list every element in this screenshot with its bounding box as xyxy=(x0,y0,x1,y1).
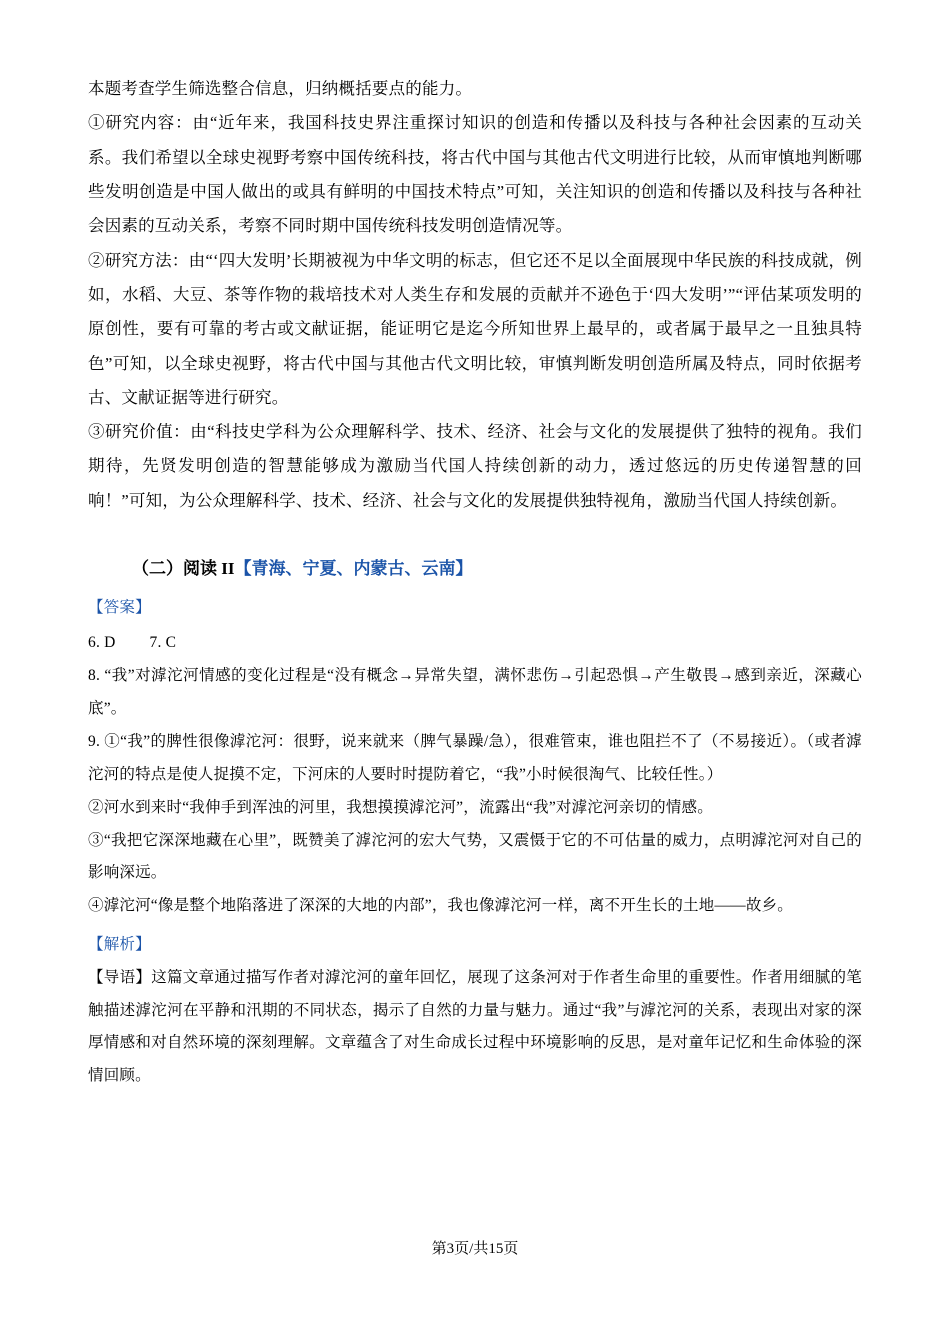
answer-item-9-2: ②河水到来时“我伸手到浑浊的河里，我想摸摸滹沱河”，流露出“我”对滹沱河亲切的情感。 xyxy=(88,798,713,816)
answer-item-9-4: ④滹沱河“像是整个地陷落进了深深的大地的内部”，我也像滹沱河一样，离不开生长的土地——故乡。 xyxy=(88,897,793,915)
section-heading-region: 【青海、宁夏、内蒙古、云南】 xyxy=(234,559,473,579)
answer-6: 6. D xyxy=(88,633,116,651)
answer-label: 【答案】 xyxy=(88,599,151,617)
section-heading-prefix: （二）阅读 II xyxy=(132,559,235,579)
section-heading xyxy=(88,552,862,586)
answer-line-6-7 xyxy=(88,625,862,661)
analysis-label: 【解析】 xyxy=(88,936,151,954)
paragraph-research-method: ②研究方法：由“‘四大发明’长期被视为中华文明的标志，但它还不足以全面展现中华民族的科技成就，例如，水稻、大豆、茶等作物的栽培技术对人类生存和发展的贡献并不逊色于‘四大发明’”“评估某项发明的原创性，要有可靠的考古或文献证据，能证明它是迄今所知世界上最早的，或者属于最早之一且独具特色”可知，以全球史视野，将古代中国与其他古代文明比较，审慎判断发明创造所属及特点，同时依据考古、文献证据等进行研究。 xyxy=(88,250,862,407)
paragraph-intro: 本题考查学生筛选整合信息，归纳概括要点的能力。 xyxy=(88,79,473,98)
answer-item-8: 8. “我”对滹沱河情感的变化过程是“没有概念→异常失望，满怀悲伤→引起恐惧→产生敬畏→感到亲近，深藏心底”。 xyxy=(88,667,862,718)
page-footer: 第3页/共15页 xyxy=(431,1241,519,1257)
analysis-paragraph: 【导语】这篇文章通过描写作者对滹沱河的童年回忆，展现了这条河对于作者生命里的重要性。作者用细腻的笔触描述滹沱河在平静和汛期的不同状态，揭示了自然的力量与魅力。通过“我”与滹沱河的关系，表现出对家的深厚情感和对自然环境的深刻理解。文章蕴含了对生命成长过程中环境影响的反思，是对童年记忆和生命体验的深情回顾。 xyxy=(88,968,862,1085)
paragraph-research-content: ①研究内容：由“近年来，我国科技史界注重探讨知识的创造和传播以及科技与各种社会因素的互动关系。我们希望以全球史视野考察中国传统科技，将古代中国与其他古代文明进行比较，从而审慎地判断哪些发明创造是中国人做出的或具有鲜明的中国技术特点”可知，关注知识的创造和传播以及科技与各种社会因素的互动关系，考察不同时期中国传统科技发明创造情况等。 xyxy=(88,113,862,236)
answer-item-9-3: ③“我把它深深地藏在心里”，既赞美了滹沱河的宏大气势，又震慑于它的不可估量的威力，点明滹沱河对自己的影响深远。 xyxy=(88,831,862,882)
answer-7: 7. C xyxy=(149,633,177,651)
answer-item-9-1: 9. ①“我”的脾性很像滹沱河：很野，说来就来（脾气暴躁/急），很难管束，谁也阻拦不了（不易接近）。（或者滹沱河的特点是使人捉摸不定，下河床的人要时时提防着它，“我”小时候很淘气、比较任性。） xyxy=(88,732,862,783)
paragraph-research-value: ③研究价值：由“科技史学科为公众理解科学、技术、经济、社会与文化的发展提供了独特的视角。我们期待，先贤发明创造的智慧能够成为激励当代国人持续创新的动力，透过悠远的历史传递智慧的回响！”可知，为公众理解科学、技术、经济、社会与文化的发展提供独特视角，激励当代国人持续创新。 xyxy=(88,422,862,510)
